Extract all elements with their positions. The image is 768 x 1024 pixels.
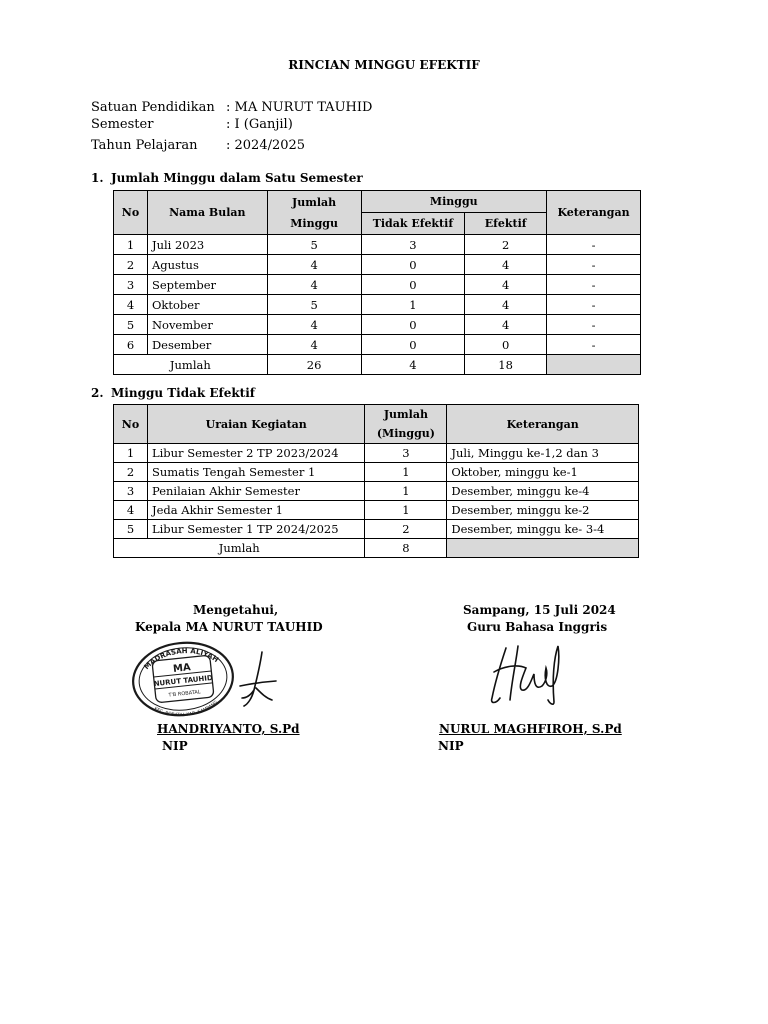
header-jumlah — [365, 405, 447, 444]
header-jumlah-line1: Jumlah — [383, 408, 428, 421]
cell-no: 5 — [114, 315, 148, 335]
document-title: RINCIAN MINGGU EFEKTIF — [288, 58, 480, 72]
signature-right-icon — [488, 638, 568, 708]
header-minggu: Minggu — [361, 191, 547, 213]
info-value: : I (Ganjil) — [226, 117, 293, 132]
cell-no: 1 — [114, 235, 148, 255]
cell-efektif: 4 — [465, 255, 547, 275]
cell-bulan: September — [147, 275, 267, 295]
section-2-heading — [91, 386, 255, 400]
cell-uraian: Libur Semester 2 TP 2023/2024 — [147, 444, 364, 463]
cell-efektif: 4 — [465, 315, 547, 335]
table-total-row — [114, 539, 639, 558]
cell-keterangan: Desember, minggu ke-4 — [447, 482, 639, 501]
info-label: Semester — [91, 117, 154, 132]
header-keterangan: Keterangan — [447, 405, 639, 444]
cell-total-jumlah: 8 — [365, 539, 447, 558]
table-minggu-tidak-efektif — [113, 404, 639, 558]
sig-right-name: NURUL MAGHFIROH, S.Pd — [439, 722, 622, 736]
cell-tidak-efektif: 0 — [361, 255, 465, 275]
cell-tidak-efektif: 0 — [361, 315, 465, 335]
cell-jumlah: 5 — [267, 235, 361, 255]
header-no: No — [114, 405, 148, 444]
cell-total-label: Jumlah — [114, 355, 268, 375]
table-row — [114, 315, 641, 335]
cell-keterangan: - — [547, 335, 641, 355]
cell-efektif: 4 — [465, 295, 547, 315]
cell-jumlah: 1 — [365, 463, 447, 482]
section-title: Jumlah Minggu dalam Satu Semester — [111, 171, 363, 185]
cell-jumlah: 2 — [365, 520, 447, 539]
cell-jumlah: 4 — [267, 315, 361, 335]
stamp-name-text: NURUT TAUHID — [153, 673, 214, 689]
cell-keterangan: Oktober, minggu ke-1 — [447, 463, 639, 482]
school-stamp-icon — [128, 638, 238, 720]
table-jumlah-minggu — [113, 190, 641, 375]
cell-keterangan: - — [547, 295, 641, 315]
table-total-row — [114, 355, 641, 375]
sig-left-line1: Mengetahui, — [193, 603, 279, 617]
header-jumlah-minggu-text: Jumlah Minggu — [290, 195, 338, 230]
cell-keterangan: - — [547, 255, 641, 275]
cell-efektif: 2 — [465, 235, 547, 255]
cell-keterangan: - — [547, 315, 641, 335]
info-value: : 2024/2025 — [226, 138, 306, 153]
cell-jumlah: 5 — [267, 295, 361, 315]
cell-efektif: 0 — [465, 335, 547, 355]
cell-no: 2 — [114, 255, 148, 275]
cell-jumlah: 4 — [267, 275, 361, 295]
cell-no: 3 — [114, 275, 148, 295]
cell-jumlah: 4 — [267, 255, 361, 275]
cell-bulan: Oktober — [147, 295, 267, 315]
cell-total-label: Jumlah — [114, 539, 365, 558]
cell-tidak-efektif: 1 — [361, 295, 465, 315]
sig-right-line1: Sampang, 15 Juli 2024 — [463, 603, 616, 617]
cell-no: 4 — [114, 501, 148, 520]
info-value: : MA NURUT TAUHID — [226, 100, 373, 115]
cell-no: 5 — [114, 520, 148, 539]
cell-keterangan: Desember, minggu ke- 3-4 — [447, 520, 639, 539]
stamp-ring-top-text: MADRASAH ALIYAH — [142, 647, 220, 672]
header-keterangan: Keterangan — [547, 191, 641, 235]
cell-tidak-efektif: 0 — [361, 335, 465, 355]
table-row — [114, 275, 641, 295]
info-label: Tahun Pelajaran — [91, 138, 198, 153]
cell-bulan: Agustus — [147, 255, 267, 275]
cell-no: 6 — [114, 335, 148, 355]
cell-jumlah: 3 — [365, 444, 447, 463]
header-nama-bulan: Nama Bulan — [147, 191, 267, 235]
cell-uraian: Jeda Akhir Semester 1 — [147, 501, 364, 520]
cell-uraian: Sumatis Tengah Semester 1 — [147, 463, 364, 482]
cell-tidak-efektif: 3 — [361, 235, 465, 255]
header-no: No — [114, 191, 148, 235]
cell-total-shaded — [547, 355, 641, 375]
header-efektif: Efektif — [465, 213, 547, 235]
cell-keterangan: - — [547, 235, 641, 255]
table-row — [114, 255, 641, 275]
cell-no: 2 — [114, 463, 148, 482]
cell-no: 4 — [114, 295, 148, 315]
cell-bulan: Desember — [147, 335, 267, 355]
section-number: 1. — [91, 171, 104, 185]
table-row — [114, 444, 639, 463]
cell-keterangan: Desember, minggu ke-2 — [447, 501, 639, 520]
section-title: Minggu Tidak Efektif — [111, 386, 255, 400]
sig-left-nip: NIP — [162, 739, 188, 753]
cell-jumlah: 4 — [267, 335, 361, 355]
table-row — [114, 295, 641, 315]
cell-keterangan: Juli, Minggu ke-1,2 dan 3 — [447, 444, 639, 463]
sig-left-name: HANDRIYANTO, S.Pd — [157, 722, 300, 736]
header-tidak-efektif: Tidak Efektif — [361, 213, 465, 235]
table-row — [114, 501, 639, 520]
table-row — [114, 335, 641, 355]
cell-total-jumlah: 26 — [267, 355, 361, 375]
sig-right-line2: Guru Bahasa Inggris — [467, 620, 608, 634]
cell-efektif: 4 — [465, 275, 547, 295]
header-uraian: Uraian Kegiatan — [147, 405, 364, 444]
stamp-big-text: MA — [172, 662, 192, 675]
cell-keterangan: - — [547, 275, 641, 295]
cell-no: 3 — [114, 482, 148, 501]
cell-bulan: November — [147, 315, 267, 335]
sig-right-nip: NIP — [438, 739, 464, 753]
sig-left-line2: Kepala MA NURUT TAUHID — [135, 620, 323, 634]
signature-left-icon — [232, 648, 282, 710]
cell-jumlah: 1 — [365, 482, 447, 501]
cell-total-efektif: 18 — [465, 355, 547, 375]
cell-total-shaded — [447, 539, 639, 558]
section-1-heading — [91, 171, 363, 185]
header-jumlah-minggu — [267, 191, 361, 235]
header-jumlah-line2: (Minggu) — [376, 427, 435, 440]
cell-tidak-efektif: 0 — [361, 275, 465, 295]
info-label: Satuan Pendidikan — [91, 100, 215, 115]
cell-uraian: Libur Semester 1 TP 2024/2025 — [147, 520, 364, 539]
table-row — [114, 235, 641, 255]
cell-bulan: Juli 2023 — [147, 235, 267, 255]
cell-total-tidak-efektif: 4 — [361, 355, 465, 375]
cell-uraian: Penilaian Akhir Semester — [147, 482, 364, 501]
section-number: 2. — [91, 386, 104, 400]
table-row — [114, 463, 639, 482]
table-row — [114, 520, 639, 539]
stamp-small-text: T'B ROBATAL — [168, 689, 201, 699]
cell-no: 1 — [114, 444, 148, 463]
cell-jumlah: 1 — [365, 501, 447, 520]
stamp-ring-bottom-text: KEC. ROBATAL KAB. SAMPANG — [153, 700, 219, 719]
table-row — [114, 482, 639, 501]
